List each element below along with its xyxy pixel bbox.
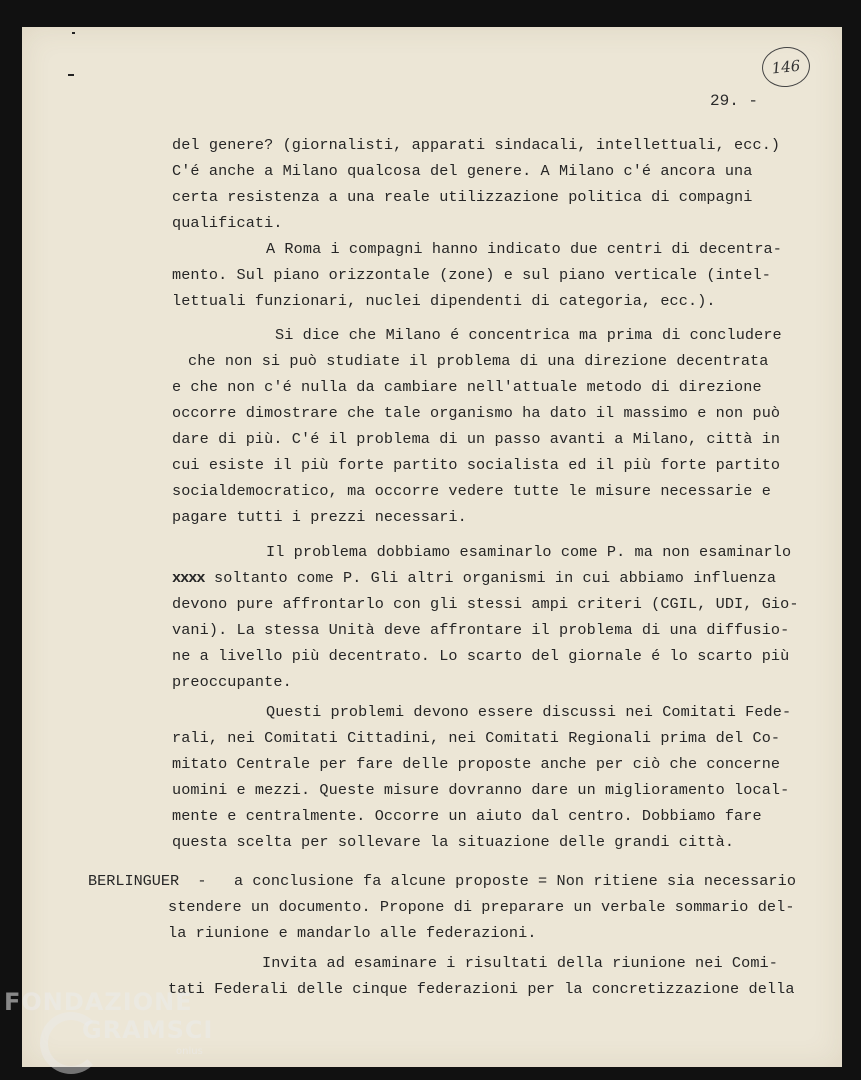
text-line: la riunione e mandarlo alle federazioni. [168, 924, 537, 942]
scan-mark [72, 32, 75, 34]
text-line: stendere un documento. Propone di preparare un verbale sommario del- [168, 898, 795, 916]
text-line: soltanto come P. Gli altri organismi in cui abbiamo influenza [214, 569, 777, 587]
text-line: Questi problemi devono essere discussi nei Comitati Fede- [266, 703, 792, 721]
text-line: devono pure affrontarlo con gli stessi ampi criteri (CGIL, UDI, Gio- [172, 595, 799, 613]
text-line: a conclusione fa alcune proposte = Non ritiene sia necessario [234, 872, 797, 890]
text-line: rali, nei Comitati Cittadini, nei Comitati Regionali prima del Co- [172, 729, 781, 747]
struck-out-word: xxxx [172, 569, 205, 587]
text-line: qualificati. [172, 214, 283, 232]
archive-page-stamp: 146 [760, 45, 812, 90]
text-line: A Roma i compagni hanno indicato due centri di decentra- [266, 240, 782, 258]
watermark-line: FONDAZIONE [4, 988, 193, 1016]
text-line: uomini e mezzi. Queste misure dovranno dare un miglioramento local- [172, 781, 790, 799]
text-line: pagare tutti i prezzi necessari. [172, 508, 467, 526]
text-line: del genere? (giornalisti, apparati sindacali, intellettuali, ecc.) [172, 136, 781, 154]
text-line: che non si può studiate il problema di una direzione decentrata [188, 352, 769, 370]
text-line: questa scelta per sollevare la situazione delle grandi città. [172, 833, 735, 851]
scan-mark [68, 74, 74, 76]
watermark-line: onlus [176, 1046, 203, 1057]
watermark-line: GRAMSCI [82, 1016, 214, 1044]
text-line: Invita ad esaminare i risultati della riunione nei Comi- [262, 954, 778, 972]
speaker-name: BERLINGUER - [88, 872, 207, 890]
text-line: dare di più. C'é il problema di un passo avanti a Milano, città in [172, 430, 781, 448]
text-line: e che non c'é nulla da cambiare nell'attuale metodo di direzione [172, 378, 762, 396]
text-line: Si dice che Milano é concentrica ma prima di concludere [275, 326, 782, 344]
text-line: C'é anche a Milano qualcosa del genere. A Milano c'é ancora una [172, 162, 753, 180]
text-line: vani). La stessa Unità deve affrontare il problema di una diffusio- [172, 621, 790, 639]
text-line: ne a livello più decentrato. Lo scarto del giornale é lo scarto più [172, 647, 790, 665]
text-line: occorre dimostrare che tale organismo ha dato il massimo e non può [172, 404, 781, 422]
text-line: certa resistenza a una reale utilizzazione politica di compagni [172, 188, 753, 206]
page-number: 29. - [710, 92, 759, 110]
text-line: mento. Sul piano orizzontale (zone) e sul piano verticale (intel- [172, 266, 771, 284]
text-line: preoccupante. [172, 673, 292, 691]
text-line: Il problema dobbiamo esaminarlo come P. ma non esaminarlo [266, 543, 792, 561]
text-line: mitato Centrale per fare delle proposte anche per ciò che concerne [172, 755, 781, 773]
text-line: socialdemocratico, ma occorre vedere tutte le misure necessarie e [172, 482, 771, 500]
text-line: mente e centralmente. Occorre un aiuto dal centro. Dobbiamo fare [172, 807, 762, 825]
text-line: tati Federali delle cinque federazioni per la concretizzazione della [168, 980, 795, 998]
text-line: lettuali funzionari, nuclei dipendenti di categoria, ecc.). [172, 292, 716, 310]
text-line: cui esiste il più forte partito socialista ed il più forte partito [172, 456, 781, 474]
